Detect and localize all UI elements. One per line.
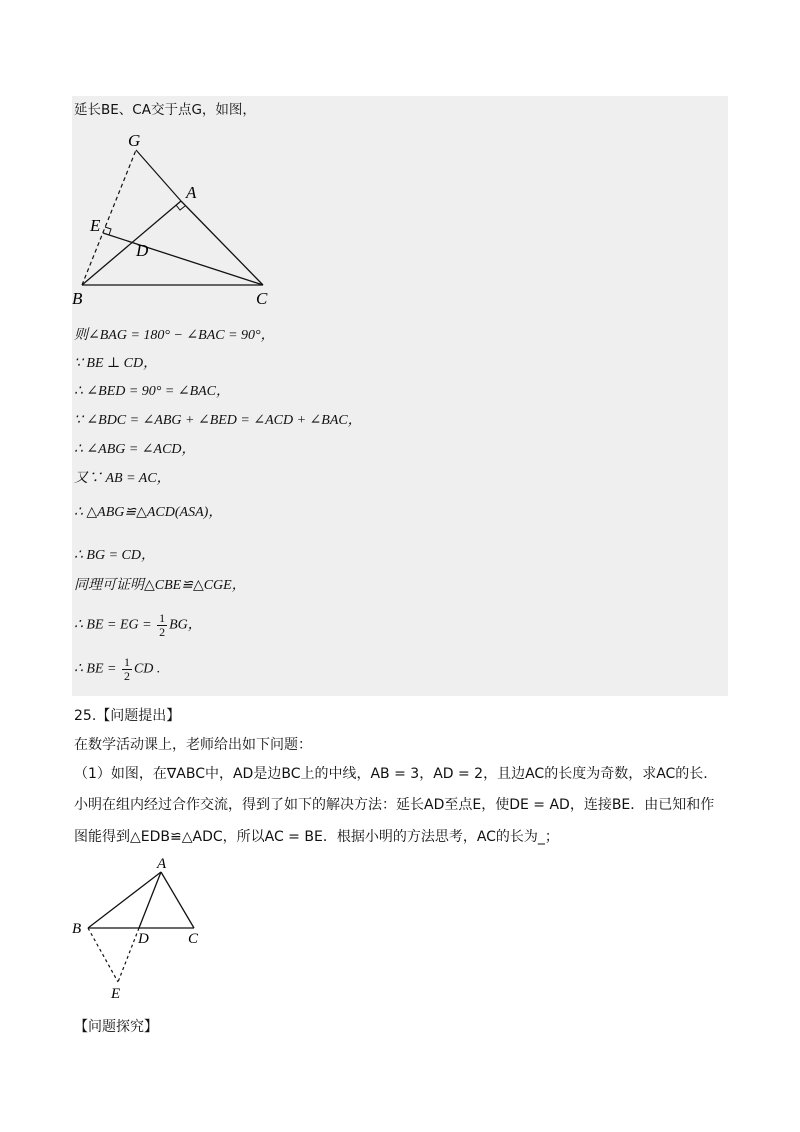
fraction-numerator: 1 [159,611,166,625]
step-11 [74,656,160,683]
fraction-half [122,656,132,683]
next-section-heading: 【问题探究】 [74,1019,158,1035]
fig1-label-A: A [186,183,197,202]
step-8: ∴ BG = CD， [74,548,155,563]
problem-intro: 在数学活动课上，老师给出如下问题： [74,737,312,753]
step-11-prefix: ∴ BE = [74,661,120,677]
step-10 [74,612,202,639]
fraction-denominator: 2 [123,669,130,683]
step-6: 又∵ AB = AC， [74,471,171,486]
step-10-suffix: BG， [169,617,202,633]
fig1-label-E: E [90,216,101,235]
triangle-figure-2 [68,852,218,1002]
step-11-suffix: CD . [133,661,161,677]
step-5: ∴ ∠ABG = ∠ACD， [74,442,196,457]
step-1: 则∠BAG = 180° − ∠BAC = 90°， [74,328,275,343]
fig2-label-D: D [138,931,149,947]
fig2-label-C: C [188,931,199,947]
step-3: ∴ ∠BED = 90° = ∠BAC， [74,384,231,399]
fig2-label-E: E [111,986,121,1002]
fraction-numerator: 1 [123,655,130,669]
fraction-half [157,612,167,639]
fig2-label-B: B [72,921,82,937]
problem-line-3: 图能得到△EDB≌△ADC，所以AC = BE．根据小明的方法思考，AC的长为_； [74,829,559,845]
fig1-label-B: B [72,289,83,308]
triangle-figure-1 [70,128,290,313]
solution-intro: 延长BE、CA交于点G，如图， [74,102,256,118]
fig1-label-D: D [136,241,149,260]
step-9: 同理可证明△CBE≌△CGE， [74,578,246,593]
fig1-label-C: C [256,289,268,308]
step-10-prefix: ∴ BE = EG = [74,617,156,633]
fig2-label-A: A [157,856,167,872]
problem-line-2: 小明在组内经过合作交流，得到了如下的解决方法：延长AD至点E，使DE = AD，连接BE．由已知和作 [74,797,715,813]
step-4: ∵ ∠BDC = ∠ABG + ∠BED = ∠ACD + ∠BAC， [74,413,362,428]
fraction-denominator: 2 [159,625,166,639]
step-2: ∵ BE ⊥ CD， [74,356,158,371]
step-7: ∴ △ABG≌△ACD(ASA)， [74,505,223,520]
fig1-label-G: G [128,131,141,150]
problem-number: 25.【问题提出】 [74,708,181,724]
problem-line-1: （1）如图，在∇ABC中，AD是边BC上的中线，AB = 3，AD = 2，且边AC的长度为奇数，求AC的长. [74,766,708,782]
